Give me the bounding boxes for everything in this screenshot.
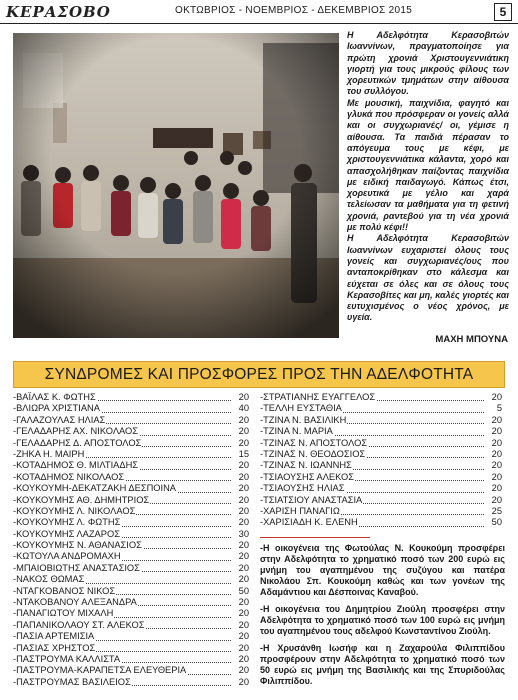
- subscription-amount: 20: [491, 392, 502, 402]
- subscription-row: [13, 631, 249, 642]
- subscriber-name: -ΓΕΛΑΔΑΡΗΣ ΑΧ. ΝΙΚΟΛΑΟΣ: [13, 426, 139, 437]
- subscription-row: [13, 608, 249, 619]
- subscriber-name: -ΧΑΡΙΣΗ ΠΑΝΑΓΙΩ: [260, 505, 340, 516]
- subscription-row: [13, 597, 249, 608]
- subscription-amount: 20: [491, 414, 502, 425]
- subscription-amount: 15: [238, 448, 249, 459]
- subscriber-name: -ΤΣΙΑΟΥΣΗΣ ΑΛΕΚΟΣ: [260, 471, 355, 482]
- subscriber-name: -ΚΟΥΚΟΥΜΗΣ ΑΘ. ΔΗΜΗΤΡΙΟΣ: [13, 494, 150, 505]
- subscription-row: [13, 517, 249, 528]
- subscription-row: [13, 540, 249, 551]
- subscriber-name: -ΚΟΥΚΟΥΜΗ-ΔΕΚΑΤΖΑΚΗ ΔΕΣΠΟΙΝΑ: [13, 483, 177, 494]
- photo-illustration: [13, 33, 339, 338]
- subscription-row: [13, 654, 249, 665]
- subscription-amount: 20: [238, 460, 249, 471]
- subscription-row: [13, 551, 249, 562]
- subscriber-name: -ΝΑΚΟΣ ΘΩΜΑΣ: [13, 574, 85, 585]
- subscription-row: [260, 403, 502, 414]
- subscription-amount: 20: [238, 551, 249, 562]
- christmas-party-photo: [13, 33, 339, 338]
- subscriber-name: -ΤΖΙΝΑ Ν. ΒΑΣΙΛΙΚΗ: [260, 414, 347, 425]
- page-number: 5: [494, 3, 512, 21]
- subscriber-name: -ΤΣΙΑΤΣΙΟΥ ΑΝΑΣΤΑΣΙΑ: [260, 494, 363, 505]
- subscription-amount: 20: [238, 392, 249, 402]
- subscription-amount: 30: [238, 528, 249, 539]
- subscriber-name: -ΤΖΙΝΑΣ Ν. ΑΠΟΣΤΟΛΟΣ: [260, 437, 368, 448]
- subscription-row: [13, 449, 249, 460]
- subscriber-name: -ΠΑΣΤΡΟΥΜΑΣ ΒΑΣΙΛΕΙΟΣ: [13, 676, 131, 687]
- subscription-amount: 20: [238, 665, 249, 676]
- subscriber-name: -ΠΑΣΤΡΟΥΜΑ-ΚΑΡΑΠΕΤΣΑ ΕΛΕΥΘΕΡΙΑ: [13, 665, 187, 676]
- subscription-row: [13, 586, 249, 597]
- divider-line: [260, 537, 370, 538]
- subscription-row: [13, 415, 249, 426]
- article-paragraph: Με μουσική, παιχνίδια, φαγητό και γλυκά που πρόσφεραν οι γονείς αλλά και οι συγχωριανές/ οι, γέμισε η αίθουσα. Τα παιδιά πέρασαν το απόγευμα τους με κέφι, με χριστουγεννιάτικα κάλαντα, χορό και απασχολήθηκαν παίζοντας παιχνίδια με ειδική παιδαγωγό. Κάπως έτσι, χορευτικά με γέλιο και χαρά τελείωσαν τα μαθήματα για τη φετινή χρονιά, ραντεβού για τη νέα χρονιά με πολύ κέφι!!: [347, 97, 509, 233]
- subscriber-name: -ΠΑΣΙΑΣ ΧΡΗΣΤΟΣ: [13, 642, 96, 653]
- subscription-row: [13, 677, 249, 688]
- subscriber-name: -ΜΠΑΙΟΒΙΩΤΗΣ ΑΝΑΣΤΑΣΙΟΣ: [13, 562, 140, 573]
- subscription-amount: 50: [238, 585, 249, 596]
- subscription-row: [260, 438, 502, 449]
- section-banner: [13, 361, 505, 388]
- subscriber-name: -ΒΛΙΩΡΑ ΧΡΙΣΤΙΑΝΑ: [13, 403, 100, 414]
- subscription-amount: 20: [238, 676, 249, 687]
- subscription-amount: 20: [491, 448, 502, 459]
- subscription-amount: 20: [238, 608, 249, 619]
- subscription-amount: 20: [491, 426, 502, 437]
- subscriber-name: -ΚΟΥΚΟΥΜΗΣ ΛΑΖΑΡΟΣ: [13, 528, 120, 539]
- subscription-amount: 20: [238, 653, 249, 664]
- subscriber-name: -ΤΕΛΛΗ ΕΥΣΤΑΘΙΑ: [260, 403, 342, 414]
- subscription-row: [13, 392, 249, 403]
- issue-date: ΟΚΤΩΒΡΙΟΣ - ΝΟΕΜΒΡΙΟΣ - ΔΕΚΕΜΒΡΙΟΣ 2015: [175, 5, 413, 16]
- subscription-row: [260, 460, 502, 471]
- subscription-amount: 20: [238, 494, 249, 505]
- subscriber-name: -ΣΤΡΑΤΙΑΝΗΣ ΕΥΑΓΓΕΛΟΣ: [260, 392, 376, 402]
- subscription-row: [13, 438, 249, 449]
- subscription-row: [13, 643, 249, 654]
- subscription-row: [260, 415, 502, 426]
- subscription-amount: 20: [238, 540, 249, 551]
- subscription-row: [13, 563, 249, 574]
- subscriber-name: -ΚΟΥΚΟΥΜΗΣ Ν. ΑΘΑΝΑΣΙΟΣ: [13, 540, 142, 551]
- donation-notice: -Η Χρυσάνθη Ιωσήφ και η Ζαχαρούλα Φιλιππίδου προσφέρουν στην Αδελφότητα το χρηματικό ποσό των 50 ευρώ εις μνήμη της Βασιλικής και της Σπυριδούλας Φιλιππίδου.: [260, 643, 505, 686]
- subscriber-name: -ΤΖΙΝΑΣ Ν. ΘΕΟΔΟΣΙΟΣ: [260, 448, 366, 459]
- subscription-row: [13, 426, 249, 437]
- subscription-row: [13, 529, 249, 540]
- subscription-row: [13, 495, 249, 506]
- subscription-row: [260, 506, 502, 517]
- subscription-row: [260, 517, 502, 528]
- subscription-row: [13, 483, 249, 494]
- section-title: ΣΥΝΔΡΟΜΕΣ ΚΑΙ ΠΡΟΣΦΟΡΕΣ ΠΡΟΣ ΤΗΝ ΑΔΕΛΦΟΤΗΤΑ: [44, 366, 474, 383]
- subscriber-name: -ΤΖΙΝΑΣ Ν. ΙΩΑΝΝΗΣ: [260, 460, 352, 471]
- subscription-amount: 20: [238, 437, 249, 448]
- subscription-amount: 20: [238, 483, 249, 494]
- subscription-amount: 20: [238, 414, 249, 425]
- article-paragraph: Η Αδελφότητα Κερασοβιτών Ιωαννίνων ευχαριστεί όλους τους γονείς και συγχωριανές/ους που ανταποκρίθηκαν στο κάλεσμα και εύχεται σε όλες και σε όλους τους Κερασοβίτες και μη, καλές γιορτές και ευτυχισμένος ο νέος χρόνος, με υγεία.: [347, 233, 509, 323]
- subscriber-name: -ΧΑΡΙΣΙΑΔΗ Κ. ΕΛΕΝΗ: [260, 517, 358, 528]
- subscription-row: [13, 472, 249, 483]
- subscription-amount: 50: [491, 517, 502, 528]
- subscription-row: [260, 495, 502, 506]
- subscription-amount: 20: [238, 574, 249, 585]
- subscriber-name: -ΝΤΑΓΚΟΒΑΝΟΣ ΝΙΚΟΣ: [13, 585, 116, 596]
- subscription-row: [13, 620, 249, 631]
- subscription-amount: 20: [238, 517, 249, 528]
- subscription-row: [13, 574, 249, 585]
- subscription-amount: 20: [491, 437, 502, 448]
- subscriber-name: -ΝΤΑΚΟΒΑΝΟΥ ΑΛΕΞΑΝΔΡΑ: [13, 597, 137, 608]
- subscriptions-list-left: [13, 392, 249, 688]
- subscription-amount: 20: [238, 505, 249, 516]
- subscription-row: [13, 506, 249, 517]
- subscription-amount: 20: [491, 483, 502, 494]
- subscription-amount: 20: [238, 471, 249, 482]
- subscriber-name: -ΚΟΥΚΟΥΜΗΣ Λ. ΝΙΚΟΛΑΟΣ: [13, 505, 136, 516]
- subscription-amount: 20: [491, 471, 502, 482]
- subscription-amount: 20: [238, 597, 249, 608]
- subscription-row: [260, 426, 502, 437]
- subscriber-name: -ΚΟΥΚΟΥΜΗΣ Λ. ΦΩΤΗΣ: [13, 517, 121, 528]
- subscriber-name: -ΖΗΚΑ Η. ΜΑΙΡΗ: [13, 448, 85, 459]
- subscription-amount: 5: [496, 403, 502, 414]
- subscription-row: [260, 449, 502, 460]
- subscriber-name: -ΤΣΙΑΟΥΣΗΣ ΗΛΙΑΣ: [260, 483, 345, 494]
- subscription-row: [13, 665, 249, 676]
- subscriber-name: -ΚΟΤΑΔΗΜΟΣ ΝΙΚΟΛΑΟΣ: [13, 471, 125, 482]
- subscription-row: [260, 483, 502, 494]
- subscription-amount: 20: [238, 562, 249, 573]
- article-author: ΜΑΧΗ ΜΠΟΥΝΑ: [435, 334, 508, 345]
- donation-notice: -Η οικογένεια της Φωτούλας Ν. Κουκούμη προσφέρει στην Αδελφότητα το χρηματικό ποσό των 200 ευρώ εις μνήμη του αγαπημένου της συζύγου και πατέρα Νικολάου Σπ. Κουκούμη καθώς και των γονέων της Αδαμάντιου και Δέσποινας Καναβού.: [260, 543, 505, 597]
- subscription-row: [260, 392, 502, 403]
- subscription-amount: 20: [238, 642, 249, 653]
- subscription-amount: 20: [238, 619, 249, 630]
- subscription-row: [13, 403, 249, 414]
- subscription-row: [13, 460, 249, 471]
- donation-notices: [260, 543, 505, 693]
- article-text: [347, 30, 509, 324]
- subscriber-name: -ΒΑΪΛΑΣ Κ. ΦΩΤΗΣ: [13, 392, 96, 402]
- page-header: [0, 0, 518, 24]
- subscriber-name: -ΠΑΝΑΓΙΩΤΟΥ ΜΙΧΑΛΗ: [13, 608, 114, 619]
- subscriber-name: -ΚΩΤΟΥΛΑ ΑΝΔΡΟΜΑΧΗ: [13, 551, 121, 562]
- subscriptions-list-right: [260, 392, 502, 529]
- subscription-amount: 40: [238, 403, 249, 414]
- subscriber-name: -ΓΑΛΑΖΟΥΛΑΣ ΗΛΙΑΣ: [13, 414, 106, 425]
- subscription-amount: 20: [491, 494, 502, 505]
- subscriber-name: -ΚΟΤΑΔΗΜΟΣ Θ. ΜΙΛΤΙΑΔΗΣ: [13, 460, 139, 471]
- subscriber-name: -ΠΑΣΤΡΟΥΜΑ ΚΑΛΛΙΣΤΑ: [13, 653, 121, 664]
- subscription-amount: 20: [238, 631, 249, 642]
- article-paragraph: Η Αδελφότητα Κερασοβιτών Ιωαννίνων, πραγματοποίησε για πρώτη χρονιά Χριστουγεννιάτικη γιορτή για τους μικρούς φίλους των χορευτικών τμημάτων στην αίθουσα του συλλόγου.: [347, 30, 509, 97]
- subscriber-name: -ΓΕΛΑΔΑΡΗΣ Δ. ΑΠΟΣΤΟΛΟΣ: [13, 437, 142, 448]
- newspaper-brand: ΚΕΡΑΣΟΒΟ: [6, 3, 111, 21]
- subscription-row: [260, 472, 502, 483]
- donation-notice: -Η οικογένεια του Δημητρίου Ζιούλη προσφέρει στην Αδελφότητα το χρηματικό ποσό των 100 ευρώ εις μνήμη του αγαπημένου τους αδελφού Κωνσταντίνου Ζιούλη.: [260, 604, 505, 636]
- subscriber-name: -ΤΖΙΝΑ Ν. ΜΑΡΙΑ: [260, 426, 333, 437]
- subscriber-name: -ΠΑΣΙΑ ΑΡΤΕΜΙΣΙΑ: [13, 631, 95, 642]
- subscriber-name: -ΠΑΠΑΝΙΚΟΛΑΟΥ ΣΤ. ΑΛΕΚΟΣ: [13, 619, 145, 630]
- subscription-amount: 25: [491, 505, 502, 516]
- subscription-amount: 20: [491, 460, 502, 471]
- subscription-amount: 20: [238, 426, 249, 437]
